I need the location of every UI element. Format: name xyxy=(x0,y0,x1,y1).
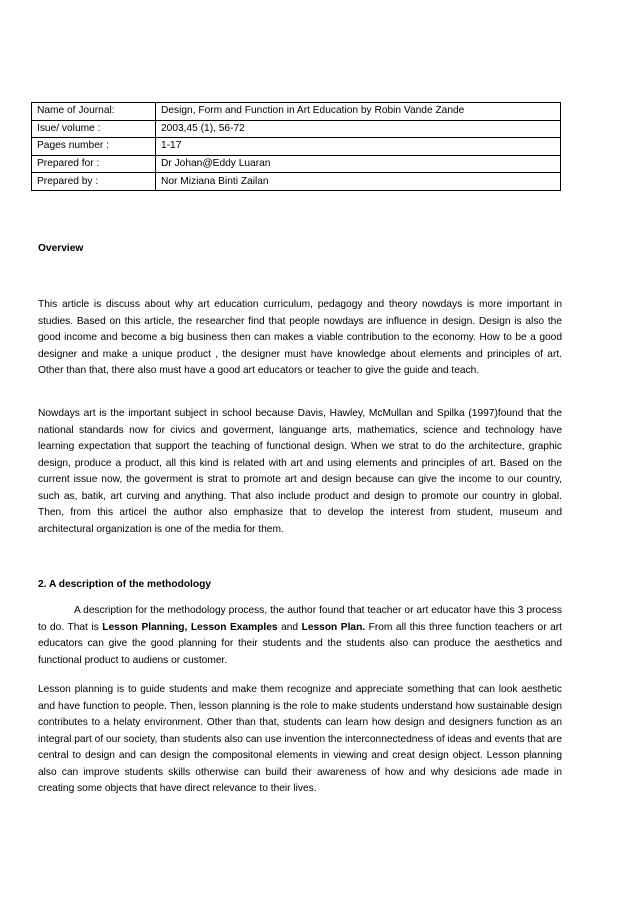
table-row xyxy=(32,103,561,121)
journal-name-value: Design, Form and Function in Art Education by Robin Vande Zande xyxy=(156,103,561,121)
table-row xyxy=(32,120,561,138)
term-lesson-plan: Lesson Plan. xyxy=(301,621,366,633)
methodology-heading: 2. A description of the methodology xyxy=(38,579,212,590)
prepared-by-label: Prepared by : xyxy=(32,173,156,191)
overview-heading: Overview xyxy=(38,243,84,254)
prepared-by-value: Nor Miziana Binti Zailan xyxy=(156,173,561,191)
journal-info-table xyxy=(31,102,561,191)
journal-name-label: Name of Journal: xyxy=(32,103,156,121)
table-row xyxy=(32,173,561,191)
methodology-and-word: and xyxy=(277,621,302,633)
issue-volume-value: 2003,45 (1), 56-72 xyxy=(156,120,561,138)
table-row xyxy=(32,155,561,173)
overview-paragraph-2: Nowdays art is the important subject in school because Davis, Hawley, McMullan and Spilka (1997)found that the national standards now for civics and goverment, languange arts, mathematics, science and technology have learning expectation that support the teaching of functional design. When we strat to do the architecture, graphic design, produce a product, all this kind is related with art and using elements and principles of art. Based on the current issue now, the goverment is strat to promote art and design because can give the income to our country, such as, batik, art curving and anything. That also include product and design to promote our country in global. Then, from this articel the author also emphasize that to develop the interest from student, museum and architectural organization is one of the media for them. xyxy=(38,408,562,535)
term-lesson-planning-examples: Lesson Planning, Lesson Examples xyxy=(102,621,278,633)
pages-number-label: Pages number : xyxy=(32,138,156,156)
methodology-paragraph-2: Lesson planning is to guide students and make them recognize and appreciate something that can look aesthetic and have function to people. Then, lesson planning is the role to make students understand how sustainable design contributes to a helaty environment. Other than that, students can learn how design and designers function as an integral part of our society, than students also can use invention the interconnectedness of ideas and events that are central to design and can design the compositonal elements in viewing and creat design object. Lesson planning also can improve students skills otherwise can build their awareness of how and why desicions ade made in creating some objects that have direct relevance to their lives. xyxy=(38,684,562,794)
overview-paragraph-1: This article is discuss about why art education curriculum, pedagogy and theory nowdays is more important in studies. Based on this article, the researcher find that people nowdays are influence in design. Design is also the good income and become a big business then can makes a viable contribution to the economy. How to be a good designer and make a unique product , the designer must have knowledge about elements and principles of art. Other than that, there also must have a good art educators or teacher to give the guide and teach. xyxy=(38,299,562,376)
pages-number-value: 1-17 xyxy=(156,138,561,156)
table-row xyxy=(32,138,561,156)
issue-volume-label: Isue/ volume : xyxy=(32,120,156,138)
methodology-p1-start: A description for the methodology process, the author found that teacher or art educator have this 3 process to do. That is xyxy=(38,605,562,633)
methodology-p1-end: From all this three function teachers or art educators can give the good planning for their students and the students also can produce the aesthetics and functional product to audiens or customer. xyxy=(38,621,562,666)
prepared-for-label: Prepared for : xyxy=(32,155,156,173)
methodology-paragraph-1 xyxy=(38,603,562,669)
prepared-for-value: Dr Johan@Eddy Luaran xyxy=(156,155,561,173)
